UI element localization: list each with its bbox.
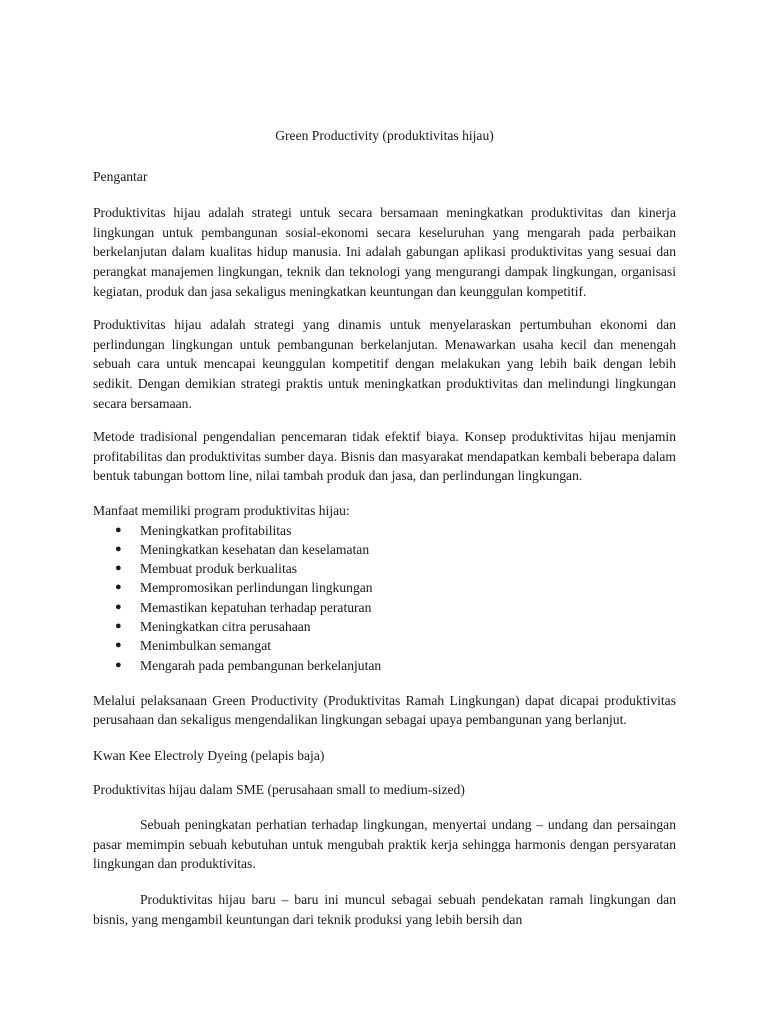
list-item — [115, 578, 676, 597]
bullet-icon: ● — [115, 658, 122, 671]
sme-heading: Produktivitas hijau dalam SME (perusahaan small to medium-sized) — [93, 781, 465, 797]
list-item-text: Meningkatkan kesehatan dan keselamatan — [140, 541, 370, 557]
list-item — [115, 540, 676, 559]
bullet-icon: ● — [115, 639, 122, 652]
bullet-icon: ● — [115, 619, 122, 632]
paragraph-traditional-methods: Metode tradisional pengendalian pencemaran tidak efektif biaya. Konsep produktivitas hijau menjamin profitabilitas dan produktivitas sumber daya. Bisnis dan masyarakat mendapatkan kembali beberapa dalam bentuk tabungan bottom line, nilai tambah produk dan jasa, dan perlindungan lingkungan. — [93, 429, 676, 484]
document-body — [93, 120, 676, 929]
list-item — [115, 636, 676, 655]
list-item — [115, 617, 676, 636]
list-item — [115, 656, 676, 675]
list-item — [115, 559, 676, 578]
list-item — [115, 521, 676, 540]
list-item-text: Menimbulkan semangat — [140, 638, 271, 654]
list-item-text: Memastikan kepatuhan terhadap peraturan — [140, 599, 372, 615]
intro-heading: Pengantar — [93, 168, 148, 184]
document-title: Green Productivity (produktivitas hijau) — [275, 128, 494, 143]
paragraph-intro: Produktivitas hijau adalah strategi untuk secara bersamaan meningkatkan produktivitas dan kinerja lingkungan untuk pembangunan sosial-ekonomi secara keseluruhan yang mengarah pada perbaikan berkelanjutan dalam kualitas hidup manusia. Ini adalah gabungan aplikasi produktivitas yang sesuai dan perangkat manajemen lingkungan, teknik dan teknologi yang mengurangi dampak lingkungan, organisasi kegiatan, produk dan jasa sekaligus meningkatkan keuntungan dan keunggulan kompetitif. — [93, 205, 676, 299]
case-heading: Kwan Kee Electroly Dyeing (pelapis baja) — [93, 748, 325, 764]
list-item-text: Meningkatkan profitabilitas — [140, 522, 292, 538]
list-item-text: Mempromosikan perlindungan lingkungan — [140, 580, 373, 596]
bullet-icon: ● — [115, 562, 122, 575]
paragraph-closing: Melalui pelaksanaan Green Productivity (Produktivitas Ramah Lingkungan) dapat dicapai produktivitas perusahaan dan sekaligus mengendalikan lingkungan sebagai upaya pembangunan yang berlanjut. — [93, 692, 676, 728]
benefits-intro: Manfaat memiliki program produktivitas hijau: — [93, 502, 350, 518]
bullet-icon: ● — [115, 600, 122, 613]
list-item-text: Meningkatkan citra perusahaan — [140, 618, 311, 634]
paragraph-sme-attention: Sebuah peningkatan perhatian terhadap lingkungan, menyertai undang – undang dan persaingan pasar memimpin sebuah kebutuhan untuk mengubah praktik kerja sehingga harmonis dengan persyaratan lingkungan dan produktivitas. — [93, 817, 676, 872]
bullet-icon: ● — [115, 523, 122, 536]
benefits-list — [93, 521, 676, 675]
list-item-text: Mengarah pada pembangunan berkelanjutan — [140, 657, 382, 673]
paragraph-sme-approach: Produktivitas hijau baru – baru ini muncul sebagai sebuah pendekatan ramah lingkungan dan bisnis, yang mengambil keuntungan dari teknik produksi yang lebih bersih dan — [93, 892, 676, 927]
bullet-icon: ● — [115, 542, 122, 555]
list-item-text: Membuat produk berkualitas — [140, 561, 298, 577]
list-item — [115, 598, 676, 617]
bullet-icon: ● — [115, 581, 122, 594]
paragraph-strategy: Produktivitas hijau adalah strategi yang dinamis untuk menyelaraskan pertumbuhan ekonomi dan perlindungan lingkungan untuk pembangunan berkelanjutan. Menawarkan usaha kecil dan menengah sebuah cara untuk mencapai keunggulan kompetitif dengan melakukan yang lebih baik dengan lebih sedikit. Dengan demikian strategi praktis untuk meningkatkan produktivitas dan melindungi lingkungan secara bersamaan. — [93, 317, 676, 411]
